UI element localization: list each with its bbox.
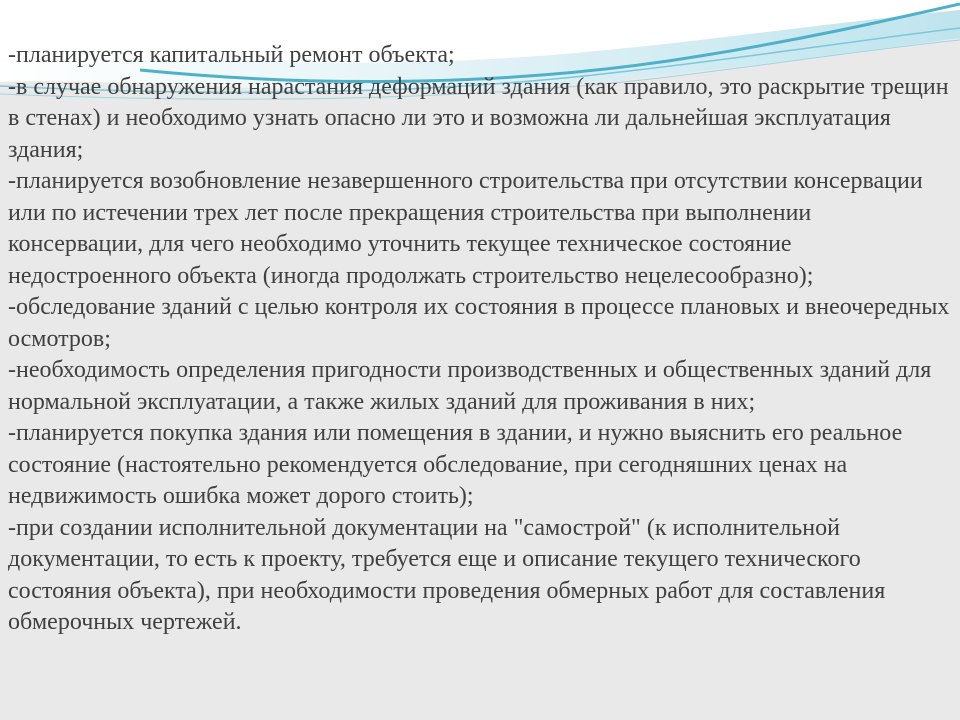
list-item: -планируется покупка здания или помещения в здании, и нужно выяснить его реальное состояние (настоятельно рекомендуется обследование, при сегодняшних ценах на недвижимость ошибка может дорого стоить); <box>8 420 903 509</box>
list-item: -в случае обнаружения нарастания деформаций здания (как правило, это раскрытие трещин в стенах) и необходимо узнать опасно ли это и возможна ли дальнейшая эксплуатация здания; <box>8 73 949 163</box>
list-item: -при создании исполнительной документации на "самострой" (к исполнительной документации, то есть к проекту, требуется еще и описание текущего технического состояния объекта), при необходимости проведения обмерных работ для составления обмерочных чертежей. <box>8 514 886 635</box>
list-item: -необходимость определения пригодности производственных и общественных зданий для нормальной эксплуатации, а также жилых зданий для проживания в них; <box>8 357 932 415</box>
bullet-list <box>8 40 952 639</box>
list-item: -планируется возобновление незавершенного строительства при отсутствии консервации или по истечении трех лет после прекращения строительства при выполнении консервации, для чего необходимо уточнить текущее техническое состояние недостроенного объекта (иногда продолжать строительство нецелесообразно); <box>8 168 923 289</box>
list-item: -планируется капитальный ремонт объекта; <box>8 42 455 68</box>
list-item: -обследование зданий с целью контроля их состояния в процессе плановых и внеочередных осмотров; <box>8 294 950 352</box>
